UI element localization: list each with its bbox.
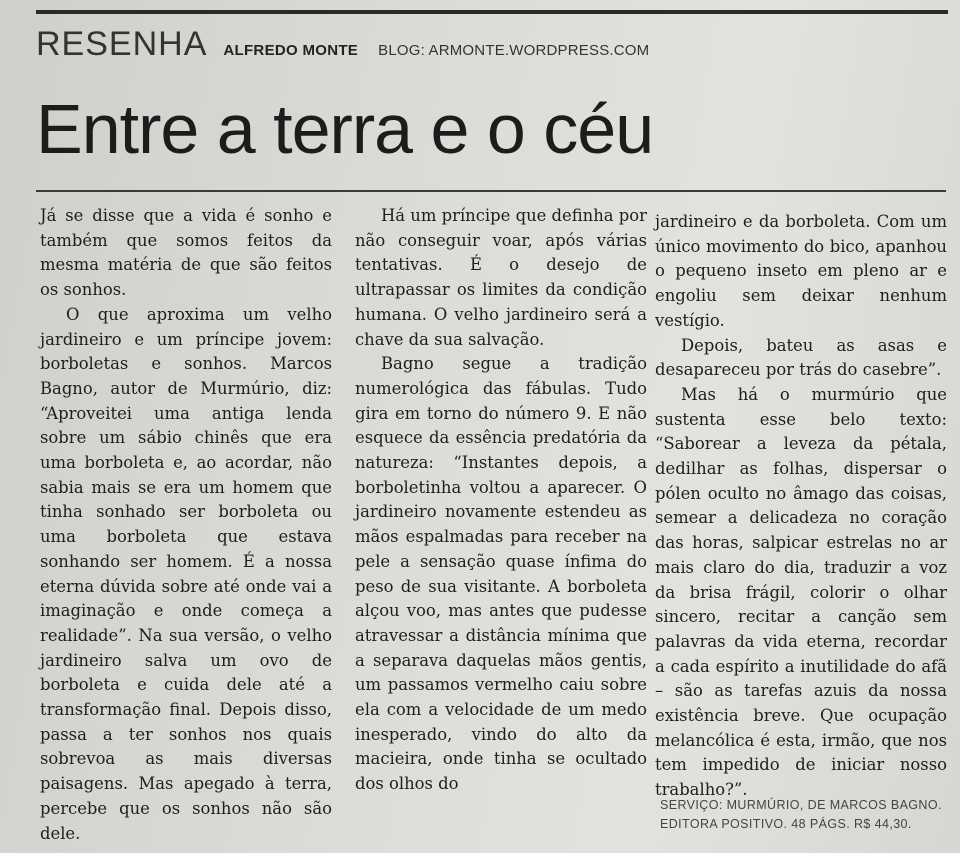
article-column-1 (40, 204, 332, 846)
service-info: SERVIÇO: MURMÚRIO, DE MARCOS BAGNO. EDITORA POSITIVO. 48 PÁGS. R$ 44,30. (660, 798, 942, 831)
section-label: RESENHA (36, 25, 208, 63)
paragraph: Mas há o murmúrio que sustenta esse belo texto: “Saborear a leveza da pétala, dedilhar as folhas, dispersar o pólen oculto no âmago das coisas, semear a delicadeza no coração das horas, salpicar estrelas no ar mais claro do dia, traduzir a voz da brisa frágil, colorir o olhar sincero, recitar a canção sem palavras da vida eterna, recordar a cada espírito a inutilidade do afã – são as tarefas azuis da nossa existência breve. Que ocupação melancólica é esta, irmão, que nos tem impedido de iniciar nosso trabalho?”. (655, 384, 947, 800)
headline-rule (36, 190, 946, 192)
blog-address: BLOG: ARMONTE.WORDPRESS.COM (378, 42, 650, 59)
headline: Entre a terra e o céu (36, 90, 654, 168)
article-column-2 (355, 204, 647, 797)
paragraph: Já se disse que a vida é sonho e também que somos feitos da mesma matéria de que são feitos os sonhos. (40, 206, 332, 300)
top-rule (36, 10, 948, 14)
paragraph: Há um príncipe que definha por não conseguir voar, após várias tentativas. É o desejo de ultrapassar os limites da condição humana. O velho jardineiro será a chave da sua salvação. (355, 206, 647, 349)
paragraph: jardineiro e da borboleta. Com um único movimento do bico, apanhou o pequeno inseto em pleno ar e engoliu sem deixar nenhum vestígio. (655, 212, 947, 330)
paragraph: Bagno segue a tradição numerológica das fábulas. Tudo gira em torno do número 9. E não esquece da essência predatória da natureza: “Instantes depois, a borboletinha voltou a aparecer. O jardineiro novamente estendeu as mãos espalmadas para receber na pele a sensação quase ínfima do peso de sua visitante. A borboleta alçou voo, mas antes que pudesse atravessar a distância mínima que a separava daquelas mãos gentis, um passamos vermelho caiu sobre ela com a velocidade de um medo inesperado, vindo do alto da macieira, onde tinha se ocultado dos olhos do (355, 354, 647, 794)
paragraph: Depois, bateu as asas e desapareceu por trás do casebre”. (655, 335, 947, 380)
article-column-3 (655, 210, 947, 803)
paragraph: O que aproxima um velho jardineiro e um príncipe jovem: borboletas e sonhos. Marcos Bagno, autor de Murmúrio, diz: “Aproveitei uma antiga lenda sobre um sábio chinês que era uma borboleta e, ao acordar, não sabia mais se era um homem que tinha sonhado ser borboleta ou uma borboleta que estava sonhando ser homem. É a nossa eterna dúvida sobre até onde vai a imaginação e onde começa a realidade”. Na sua versão, o velho jardineiro salva um ovo de borboleta e cuida dele até a transformação final. Depois disso, passa a ter sonhos nos quais sobrevoa as mais diversas paisagens. Mas apegado à terra, percebe que os sonhos não são dele. (40, 304, 332, 843)
column-header (36, 22, 946, 66)
author-name: ALFREDO MONTE (223, 42, 359, 59)
